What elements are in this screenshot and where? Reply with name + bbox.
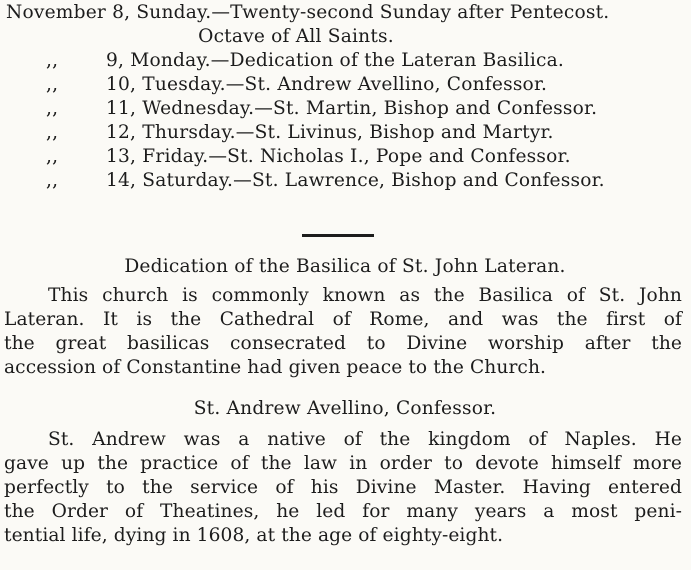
section-heading: St. Andrew Avellino, Confessor. (193, 398, 497, 419)
paragraph-line: gave up the practice of the law in order to devote himself more (4, 453, 682, 474)
ditto-mark: ,, (46, 74, 59, 95)
ditto-mark: ,, (46, 98, 59, 119)
paragraph-line: St. Andrew was a native of the kingdom of Naples. He (48, 429, 682, 450)
ditto-mark: ,, (46, 170, 59, 191)
paragraph-line: the Order of Theatines, he led for many years a most peni- (4, 501, 682, 522)
paragraph-line: accession of Constantine had given peace to the Church. (4, 357, 547, 378)
paragraph-line: perfectly to the service of his Divine Master. Having entered (4, 477, 682, 498)
calendar-entry-text: 11, Wednesday.—St. Martin, Bishop and Confessor. (106, 98, 598, 119)
ditto-mark: ,, (46, 146, 59, 167)
calendar-entry-text: 14, Saturday.—St. Lawrence, Bishop and Confessor. (106, 170, 605, 191)
ditto-mark: ,, (46, 122, 59, 143)
paragraph-line: the great basilicas consecrated to Divine worship after the (4, 333, 682, 354)
calendar-entry-text: 10, Tuesday.—St. Andrew Avellino, Confessor. (106, 74, 548, 95)
calendar-entry-text: 13, Friday.—St. Nicholas I., Pope and Confessor. (106, 146, 571, 167)
ditto-mark: ,, (46, 50, 59, 71)
paragraph-line: This church is commonly known as the Basilica of St. John (48, 285, 682, 306)
calendar-subhead-line: Octave of All Saints. (198, 26, 394, 47)
calendar-entry-text: 12, Thursday.—St. Livinus, Bishop and Martyr. (106, 122, 554, 143)
calendar-entry-text: 9, Monday.—Dedication of the Lateran Basilica. (106, 50, 565, 71)
paragraph-line: tential life, dying in 1608, at the age of eighty-eight. (4, 525, 504, 546)
section-heading: Dedication of the Basilica of St. John Lateran. (124, 256, 566, 277)
calendar-head-line: November 8, Sunday.—Twenty-second Sunday after Pentecost. (6, 2, 610, 23)
section-divider (302, 234, 374, 237)
paragraph-line: Lateran. It is the Cathedral of Rome, and was the first of (4, 309, 682, 330)
